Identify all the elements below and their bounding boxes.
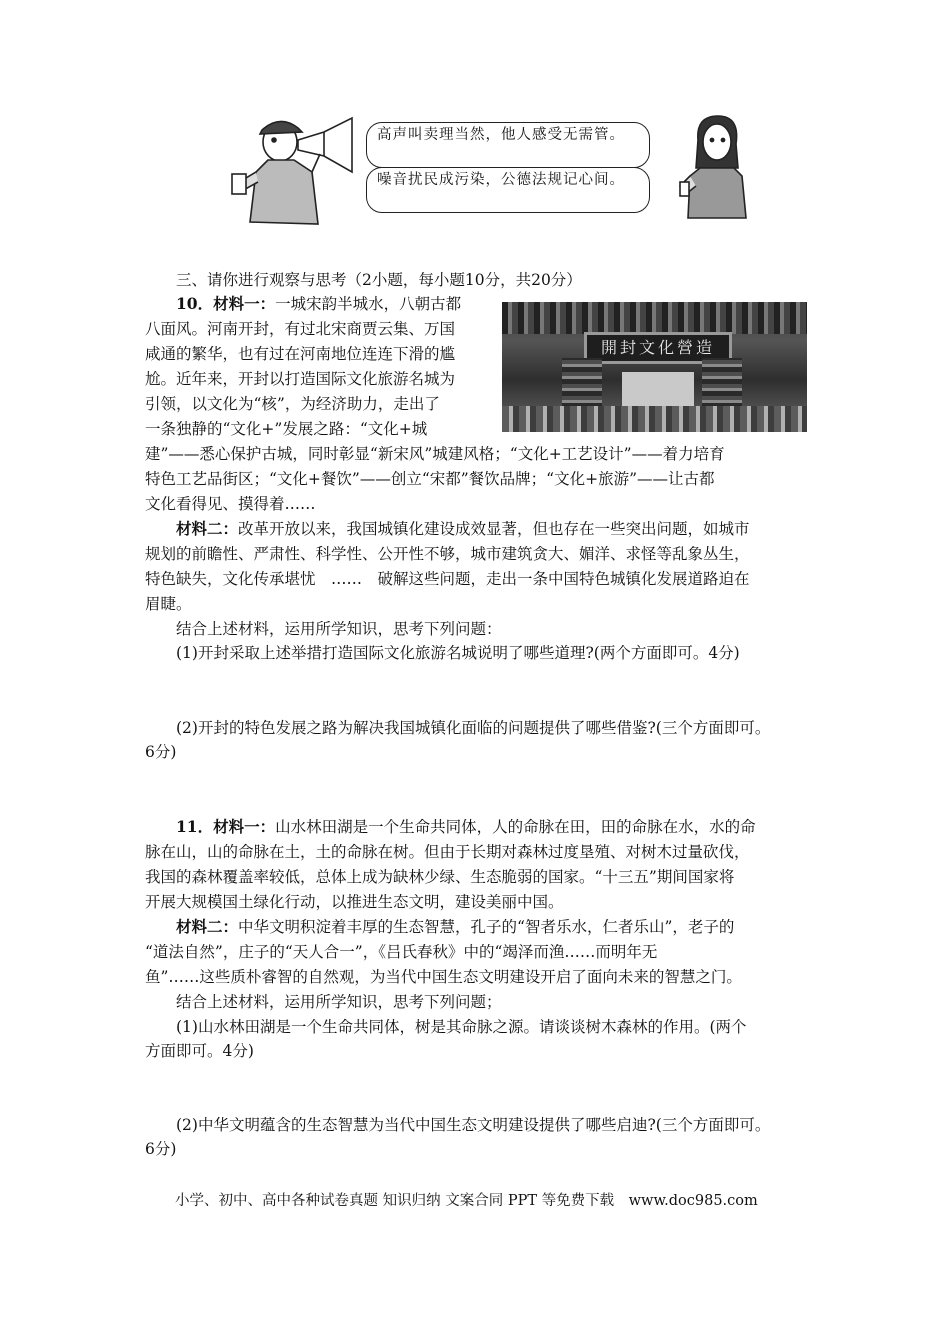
q10-number: 10． (176, 294, 214, 313)
q10-m1-text: 一城宋韵半城水，八朝古都 (275, 295, 462, 313)
gate-sign: 開封文化營造 (584, 332, 732, 364)
q10-m2-line: 特色缺失，文化传承堪忧 …… 破解这些问题，走出一条中国特色城镇化发展道路迫在 (145, 570, 750, 588)
woman-with-phone-illustration (676, 110, 756, 222)
q11-m1-line: 脉在山，山的命脉在土，土的命脉在树。但由于长期对森林过度垦殖、对树木过量砍伐， (145, 843, 750, 861)
bubble-text-1: 高声叫卖理当然，他人感受无需管。 (377, 127, 625, 143)
q11-m2-line-1 (176, 916, 734, 938)
speech-bubble-vendor (366, 122, 650, 168)
q10-m2-line: 规划的前瞻性、严肃性、科学性、公开性不够，城市建筑贪大、媚洋、求怪等乱象丛生， (145, 545, 750, 563)
q11-subquestion-1: (1)山水林田湖是一个生命共同体，树是其命脉之源。请谈谈树木森林的作用。(两个 (176, 1018, 747, 1036)
q10-subquestion-2: (2)开封的特色发展之路为解决我国城镇化面临的问题提供了哪些借鉴?(三个方面即可。 (176, 719, 771, 737)
q11-material1-label: 材料一： (213, 817, 276, 836)
bubble-text-2: 噪音扰民成污染，公德法规记心间。 (377, 172, 625, 188)
q10-subquestion-1: (1)开封采取上述举措打造国际文化旅游名城说明了哪些道理?(两个方面即可。4分) (176, 644, 740, 662)
q11-m1-line: 我国的森林覆盖率较低，总体上成为缺林少绿、生态脆弱的国家。“十三五”期间国家将 (145, 868, 735, 886)
q11-subquestion-2: (2)中华文明蕴含的生态智慧为当代中国生态文明建设提供了哪些启迪?(三个方面即可。 (176, 1116, 771, 1134)
q10-material1-label: 材料一： (213, 294, 276, 313)
q11-m1-text: 山水林田湖是一个生命共同体，人的命脉在田，田的命脉在水，水的命 (275, 818, 756, 836)
q10-m2-text: 改革开放以来，我国城镇化建设成效显著，但也存在一些突出问题，如城市 (238, 520, 750, 538)
q11-m1-line: 开展大规模国土绿化行动，以推进生态文明，建设美丽中国。 (145, 893, 564, 911)
q10-subquestion-2-cont: 6分) (145, 743, 177, 761)
q11-m2-line: “道法自然”，庄子的“天人合一”，《吕氏春秋》中的“竭泽而渔……而明年无 (145, 943, 658, 961)
q10-m1-line: 特色工艺品街区；“文化+餐饮”——创立“宋都”餐饮品牌；“文化+旅游”——让古都 (145, 470, 715, 488)
q10-m1-line: 文化看得见、摸得着…… (145, 495, 316, 513)
q11-prompt: 结合上述材料，运用所学知识，思考下列问题； (176, 993, 502, 1011)
speech-bubble-woman (366, 167, 650, 213)
q11-material2-label: 材料二： (176, 917, 239, 936)
q10-prompt: 结合上述材料，运用所学知识，思考下列问题： (176, 620, 502, 638)
q11-m2-text: 中华文明积淀着丰厚的生态智慧，孔子的“智者乐水，仁者乐山”，老子的 (238, 918, 735, 936)
q10-m1-line: 引领，以文化为“核”，为经济助力，走出了 (145, 395, 440, 413)
q11-number: 11． (176, 817, 214, 836)
q11-line-1 (176, 816, 756, 838)
q11-subquestion-2-cont: 6分) (145, 1140, 177, 1158)
kaifeng-gate-photo (502, 302, 807, 432)
q10-m2-line-1 (176, 518, 750, 540)
section-heading: 三、请你进行观察与思考（2小题，每小题10分，共20分） (176, 271, 582, 289)
q10-m2-line: 眉睫。 (145, 595, 192, 613)
q10-m1-line: 尬。近年来，开封以打造国际文化旅游名城为 (145, 370, 456, 388)
q11-subquestion-1-cont: 方面即可。4分) (145, 1042, 254, 1060)
megaphone-vendor-illustration (228, 112, 358, 230)
q10-m1-line: 建”——悉心保护古城，同时彰显“新宋风”城建风格；“文化+工艺设计”——着力培育 (145, 445, 725, 463)
footer-text: 小学、初中、高中各种试卷真题 知识归纳 文案合同 PPT 等免费下载 www.doc985.com (175, 1193, 758, 1209)
q10-m1-line: 咸通的繁华，也有过在河南地位连连下滑的尴 (145, 345, 456, 363)
q10-line-1 (176, 293, 461, 315)
q10-m1-line: 八面风。河南开封，有过北宋商贾云集、万国 (145, 320, 456, 338)
q10-material2-label: 材料二： (176, 519, 239, 538)
q11-m2-line: 鱼”……这些质朴睿智的自然观，为当代中国生态文明建设开启了面向未来的智慧之门。 (145, 968, 742, 986)
q10-m1-line: 一条独静的“文化+”发展之路：“文化+城 (145, 420, 428, 438)
